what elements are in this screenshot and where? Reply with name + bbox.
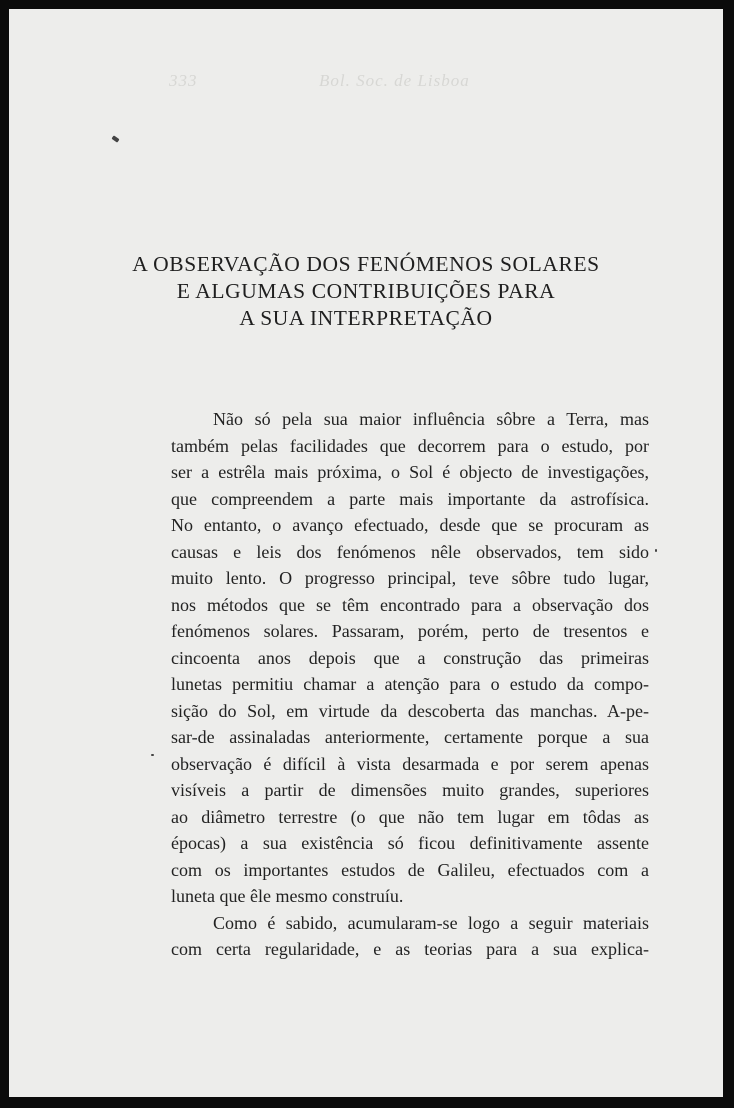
article-title xyxy=(9,251,723,332)
body-line: fenómenos solares. Passaram, porém, perto de tresentos e xyxy=(171,621,649,641)
body-line: observação é difícil à vista desarmada e por serem apenas xyxy=(171,753,649,774)
bleed-through-page-number: 333 xyxy=(169,71,198,90)
body-line: causas e leis dos fenómenos nêle observados, tem sido xyxy=(171,541,649,562)
body-line: também pelas facilidades que decorrem para o estudo, por xyxy=(171,435,649,456)
body-line: épocas) a sua existência só ficou definitivamente assente xyxy=(171,833,649,853)
body-line: nos métodos que se têm encontrado para a observação dos xyxy=(171,594,649,615)
body-line: que compreendem a parte mais importante da astrofísica. xyxy=(171,488,649,509)
body-line: No entanto, o avanço efectuado, desde que se procuram as xyxy=(171,515,649,535)
body-line: com certa regularidade, e as teorias para a sua explica- xyxy=(171,939,649,959)
body-line: com os importantes estudos de Galileu, efectuados com a xyxy=(171,859,649,880)
body-line: lunetas permitiu chamar a atenção para o estudo da compo- xyxy=(171,674,649,694)
body-line: ao diâmetro terrestre (o que não tem lugar em tôdas as xyxy=(171,806,649,827)
body-line: sar-de assinaladas anteriormente, certamente porque a sua xyxy=(171,727,649,747)
title-line: A SUA INTERPRETAÇÃO xyxy=(239,306,493,330)
body-line: sição do Sol, em virtude da descoberta das manchas. A-pe- xyxy=(171,700,649,721)
title-line: E ALGUMAS CONTRIBUIÇÕES PARA xyxy=(176,279,556,303)
body-line: Como é sabido, acumularam-se logo a seguir materiais xyxy=(213,912,649,933)
body-line: luneta que êle mesmo construíu. xyxy=(171,886,404,906)
body-line: muito lento. O progresso principal, teve sôbre tudo lugar, xyxy=(171,568,649,588)
ink-speck xyxy=(655,549,657,552)
body-line: cincoenta anos depois que a construção das primeiras xyxy=(171,647,649,668)
body-line: ser a estrêla mais próxima, o Sol é objecto de investigações, xyxy=(171,462,649,482)
body-line: visíveis a partir de dimensões muito grandes, superiores xyxy=(171,780,649,800)
body-line: Não só pela sua maior influência sôbre a Terra, mas xyxy=(213,409,649,429)
bleed-through-header: Bol. Soc. de Lisboa xyxy=(319,71,470,90)
ink-speck xyxy=(151,754,154,756)
page xyxy=(9,9,723,1097)
ink-speck xyxy=(111,135,119,142)
article-body xyxy=(171,406,649,963)
title-line: A OBSERVAÇÃO DOS FENÓMENOS SOLARES xyxy=(132,252,600,276)
